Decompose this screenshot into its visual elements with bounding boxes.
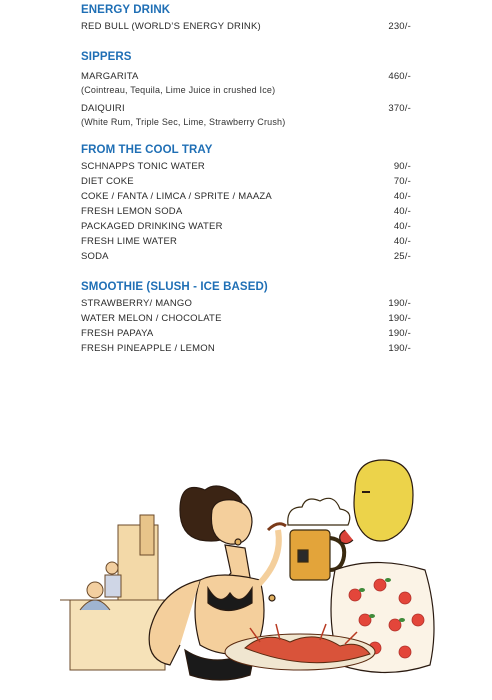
menu-item (81, 204, 411, 219)
menu-item (81, 19, 411, 34)
item-name: MARGARITA (81, 71, 139, 82)
item-price: 190/- (388, 328, 411, 339)
item-price: 70/- (393, 176, 411, 187)
item-price: 190/- (388, 298, 411, 309)
menu-item (81, 311, 411, 326)
item-price: 370/- (388, 103, 411, 114)
item-name: SCHNAPPS TONIC WATER (81, 161, 205, 172)
section-title: SIPPERS (81, 51, 132, 63)
section-title: FROM THE COOL TRAY (81, 144, 213, 156)
section-sippers (81, 50, 411, 129)
item-name: FRESH PAPAYA (81, 328, 154, 339)
menu-item (81, 341, 411, 356)
section-smoothie (81, 280, 411, 356)
menu-item (81, 234, 411, 249)
item-name: DIET COKE (81, 176, 134, 187)
item-name: RED BULL (WORLD’S ENERGY DRINK) (81, 21, 261, 32)
item-price: 40/- (393, 206, 411, 217)
item-name: FRESH LEMON SODA (81, 206, 183, 217)
item-name: SODA (81, 251, 109, 262)
menu-item (81, 189, 411, 204)
item-price: 230/- (388, 21, 411, 32)
section-energy-drink (81, 3, 411, 34)
menu-item (81, 326, 411, 341)
item-price: 190/- (388, 313, 411, 324)
item-name: DAIQUIRI (81, 103, 125, 114)
section-title: SMOOTHIE (SLUSH - ICE BASED) (81, 281, 268, 293)
item-name: STRAWBERRY/ MANGO (81, 298, 193, 309)
menu-item (81, 249, 411, 264)
section-cool-tray (81, 143, 411, 264)
background-bar-sketch (60, 515, 165, 670)
menu-item (81, 296, 411, 311)
section-title: ENERGY DRINK (81, 4, 171, 16)
item-price: 460/- (388, 71, 411, 82)
item-name: FRESH PINEAPPLE / LEMON (81, 343, 215, 354)
item-description: (Cointreau, Tequila, Lime Juice in crushed Ice) (81, 85, 276, 95)
item-name: PACKAGED DRINKING WATER (81, 221, 223, 232)
item-name: COKE / FANTA / LIMCA / SPRITE / MAAZA (81, 191, 272, 202)
item-name: FRESH LIME WATER (81, 236, 178, 247)
menu-item (81, 101, 411, 129)
item-price: 190/- (388, 343, 411, 354)
item-price: 25/- (393, 251, 411, 262)
item-price: 40/- (393, 191, 411, 202)
item-price: 90/- (393, 161, 411, 172)
item-description: (White Rum, Triple Sec, Lime, Strawberry Crush) (81, 117, 286, 127)
menu-item (81, 174, 411, 189)
menu-item (81, 69, 411, 97)
menu-item (81, 219, 411, 234)
item-price: 40/- (393, 221, 411, 232)
cartoon-bar-scene-illustration (0, 420, 492, 700)
item-name: WATER MELON / CHOCOLATE (81, 313, 222, 324)
item-price: 40/- (393, 236, 411, 247)
menu-item (81, 159, 411, 174)
